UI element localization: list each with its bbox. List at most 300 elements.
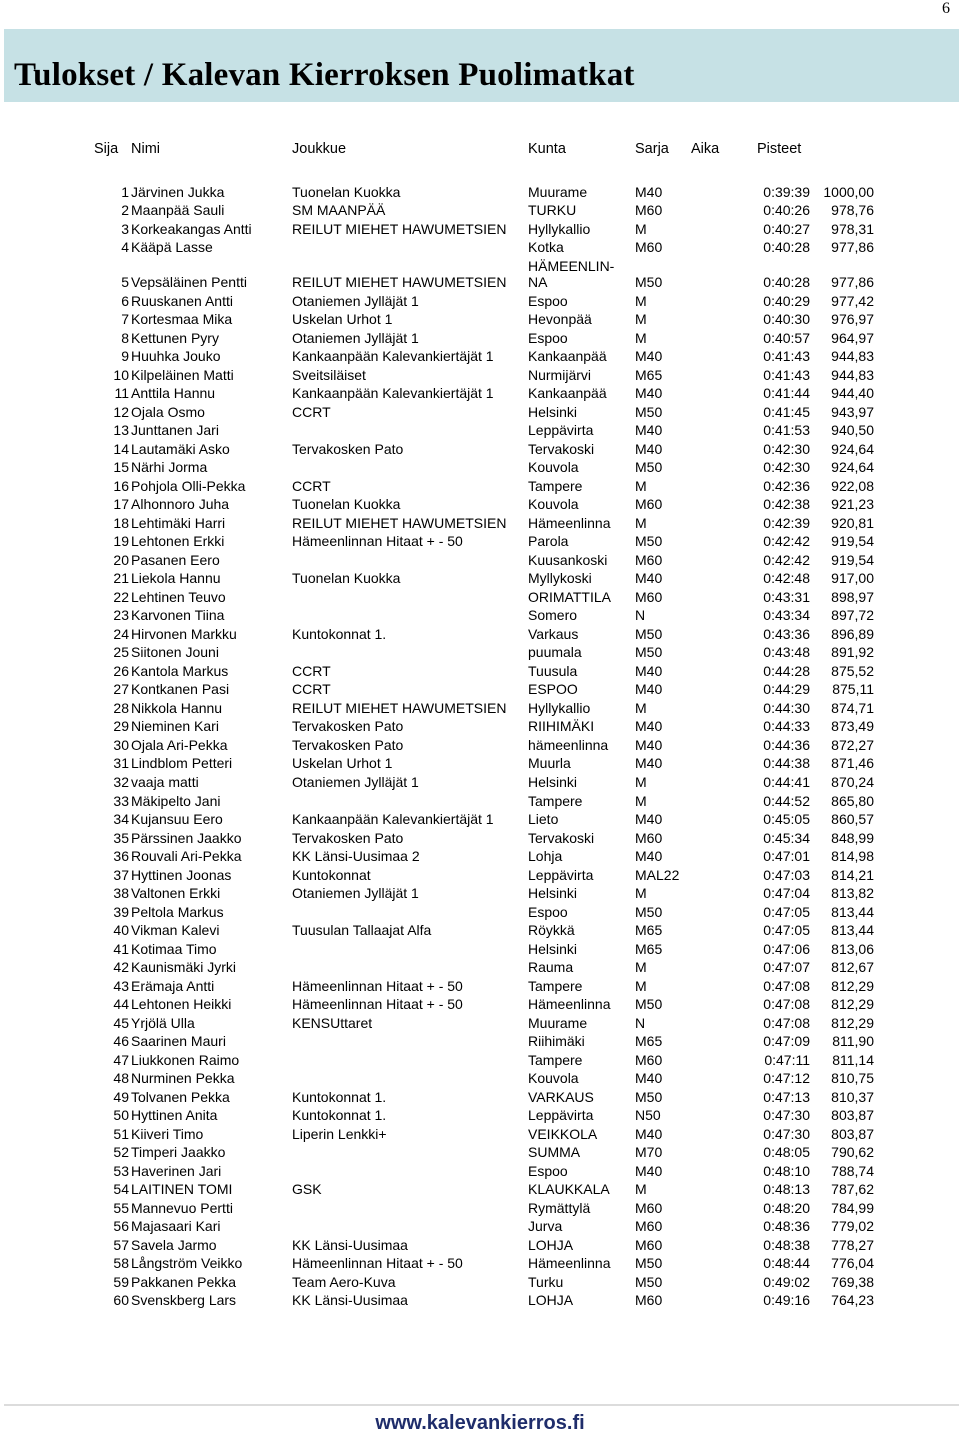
cell-points: 811,90 xyxy=(832,1033,874,1050)
table-row xyxy=(0,1234,960,1253)
table-row xyxy=(0,679,960,698)
cell-time: 0:45:34 xyxy=(763,829,810,846)
cell-points: 810,75 xyxy=(831,1070,874,1087)
cell-class: M40 xyxy=(635,348,663,365)
table-row xyxy=(0,531,960,550)
table-row xyxy=(0,1271,960,1290)
cell-time: 0:47:30 xyxy=(763,1107,810,1124)
cell-name: Liukkonen Raimo xyxy=(131,1051,240,1068)
table-row xyxy=(0,660,960,679)
cell-time: 0:41:43 xyxy=(763,366,810,383)
table-row xyxy=(0,1216,960,1235)
row-spacer xyxy=(874,290,960,309)
row-spacer xyxy=(874,697,960,716)
cell-name: Lehtimäki Harri xyxy=(131,514,226,531)
cell-points: 978,76 xyxy=(831,202,874,219)
cell-rank: 28 xyxy=(113,699,129,716)
cell-class: N xyxy=(635,607,646,624)
cell-rank: 32 xyxy=(113,773,129,790)
cell-city: LOHJA xyxy=(528,1292,574,1309)
cell-name: Kaunismäki Jyrki xyxy=(131,959,237,976)
cell-rank: 53 xyxy=(113,1162,129,1179)
cell-city: Varkaus xyxy=(528,625,579,642)
cell-class: M50 xyxy=(635,903,663,920)
table-row xyxy=(0,346,960,365)
cell-name: Maanpää Sauli xyxy=(131,202,225,219)
cell-name: Ojala Ari-Pekka xyxy=(131,736,228,753)
cell-class: M60 xyxy=(635,496,663,513)
cell-city: Kuusankoski xyxy=(528,551,608,568)
cell-time: 0:41:43 xyxy=(763,348,810,365)
cell-city xyxy=(528,255,635,290)
cell-team: KK Länsi-Uusimaa 2 xyxy=(292,848,420,865)
row-spacer xyxy=(874,1271,960,1290)
cell-points: 803,87 xyxy=(831,1125,874,1142)
cell-class: M60 xyxy=(635,1236,663,1253)
cell-rank: 3 xyxy=(121,220,129,237)
cell-city: Leppävirta xyxy=(528,422,594,439)
table-row xyxy=(0,846,960,865)
table-row xyxy=(0,364,960,383)
row-spacer xyxy=(874,920,960,939)
cell-class: M xyxy=(635,885,647,902)
cell-class: M50 xyxy=(635,459,663,476)
cell-points: 977,42 xyxy=(831,292,874,309)
row-spacer xyxy=(874,1160,960,1179)
cell-rank: 24 xyxy=(113,625,129,642)
cell-city: Tampere xyxy=(528,977,583,994)
cell-time: 0:49:02 xyxy=(763,1273,810,1290)
row-spacer xyxy=(874,586,960,605)
table-row xyxy=(0,475,960,494)
cell-points: 790,62 xyxy=(831,1144,874,1161)
header-team: Joukkue xyxy=(292,141,347,157)
cell-team: Tuonelan Kuokka xyxy=(292,570,401,587)
cell-city: TURKU xyxy=(528,202,577,219)
cell-name: Anttila Hannu xyxy=(131,385,216,402)
cell-time: 0:44:52 xyxy=(763,792,810,809)
table-row xyxy=(0,1123,960,1142)
cell-points: 814,98 xyxy=(831,848,874,865)
table-row xyxy=(0,1105,960,1124)
cell-city: Turku xyxy=(528,1273,564,1290)
row-spacer xyxy=(874,1179,960,1198)
cell-city: hämeenlinna xyxy=(528,736,609,753)
cell-points: 896,89 xyxy=(831,625,874,642)
row-spacer xyxy=(874,475,960,494)
cell-points: 897,72 xyxy=(831,607,874,624)
cell-team: CCRT xyxy=(292,681,331,698)
row-spacer xyxy=(874,642,960,661)
cell-points: 924,64 xyxy=(831,440,874,457)
cell-class: M xyxy=(635,1181,647,1198)
table-row xyxy=(0,771,960,790)
row-spacer xyxy=(874,938,960,957)
cell-name: Kettunen Pyry xyxy=(131,329,219,346)
cell-rank: 5 xyxy=(121,274,129,291)
table-row xyxy=(0,883,960,902)
row-spacer xyxy=(874,218,960,237)
cell-name: Mannevuo Pertti xyxy=(131,1199,233,1216)
cell-points: 813,44 xyxy=(831,903,874,920)
cell-name: Saarinen Mauri xyxy=(131,1033,226,1050)
row-spacer xyxy=(874,1234,960,1253)
cell-points: 865,80 xyxy=(831,792,874,809)
cell-city: Muurame xyxy=(528,1014,588,1031)
cell-city: VEIKKOLA xyxy=(528,1125,598,1142)
cell-rank: 8 xyxy=(121,329,129,346)
cell-name: Savela Jarmo xyxy=(131,1236,217,1253)
cell-class: M xyxy=(635,329,647,346)
cell-name: Huuhka Jouko xyxy=(131,348,221,365)
table-row xyxy=(0,809,960,828)
cell-rank: 39 xyxy=(113,903,129,920)
cell-name: Järvinen Jukka xyxy=(131,183,225,200)
cell-class: M40 xyxy=(635,385,663,402)
cell-points: 976,97 xyxy=(831,311,874,328)
table-row xyxy=(0,420,960,439)
cell-time: 0:43:34 xyxy=(763,607,810,624)
table-row xyxy=(0,790,960,809)
cell-city: Muurla xyxy=(528,755,571,772)
cell-time: 0:47:13 xyxy=(763,1088,810,1105)
cell-team xyxy=(292,420,528,439)
cell-name: Kääpä Lasse xyxy=(131,239,213,256)
cell-name: Korkeakangas Antti xyxy=(131,220,252,237)
cell-team: Tuusulan Tallaajat Alfa xyxy=(292,922,432,939)
cell-team xyxy=(292,938,528,957)
cell-city: Espoo xyxy=(528,903,568,920)
table-row xyxy=(0,734,960,753)
cell-rank: 27 xyxy=(113,681,129,698)
row-spacer xyxy=(874,975,960,994)
cell-team: Hämeenlinnan Hitaat + - 50 xyxy=(292,996,463,1013)
cell-points: 1000,00 xyxy=(823,183,874,200)
cell-rank: 54 xyxy=(113,1181,129,1198)
cell-class: M60 xyxy=(635,1218,663,1235)
cell-name: Kantola Markus xyxy=(131,662,229,679)
cell-city: VARKAUS xyxy=(528,1088,594,1105)
cell-team xyxy=(292,790,528,809)
cell-rank: 40 xyxy=(113,922,129,939)
cell-team: Kankaanpään Kalevankiertäjät 1 xyxy=(292,348,494,365)
cell-city: Tuusula xyxy=(528,662,578,679)
cell-points: 784,99 xyxy=(831,1199,874,1216)
cell-city: Kouvola xyxy=(528,496,579,513)
cell-name: Timperi Jaakko xyxy=(131,1144,226,1161)
table-row xyxy=(0,697,960,716)
cell-points: 776,04 xyxy=(831,1255,874,1272)
row-spacer xyxy=(874,1086,960,1105)
cell-team: SM MAANPÄÄ xyxy=(292,202,386,219)
cell-city: Helsinki xyxy=(528,773,578,790)
row-spacer xyxy=(874,568,960,587)
cell-team: Kuntokonnat 1. xyxy=(292,1107,387,1124)
cell-team xyxy=(292,1068,528,1087)
cell-time: 0:48:10 xyxy=(763,1162,810,1179)
table-row xyxy=(0,605,960,624)
cell-name: Karvonen Tiina xyxy=(131,607,225,624)
table-row xyxy=(0,586,960,605)
cell-name: Valtonen Erkki xyxy=(131,885,221,902)
cell-class: M60 xyxy=(635,829,663,846)
cell-points: 977,86 xyxy=(831,274,874,291)
table-row xyxy=(0,290,960,309)
cell-name: Nurminen Pekka xyxy=(131,1070,235,1087)
cell-name: Lehtinen Teuvo xyxy=(131,588,226,605)
cell-city: Riihimäki xyxy=(528,1033,585,1050)
header-class: Sarja xyxy=(635,141,669,157)
cell-city: ESPOO xyxy=(528,681,578,698)
row-spacer xyxy=(874,1216,960,1235)
cell-class: M60 xyxy=(635,551,663,568)
cell-team: REILUT MIEHET HAWUMETSIEN xyxy=(292,514,507,531)
cell-class: M60 xyxy=(635,202,663,219)
row-spacer xyxy=(874,827,960,846)
cell-time: 0:42:42 xyxy=(763,551,810,568)
cell-class: M50 xyxy=(635,1088,663,1105)
cell-name: Alhonnoro Juha xyxy=(131,496,230,513)
cell-class: M40 xyxy=(635,662,663,679)
cell-class: M60 xyxy=(635,1199,663,1216)
cell-name: Ruuskanen Antti xyxy=(131,292,233,309)
cell-team: Otaniemen Jylläjät 1 xyxy=(292,329,419,346)
row-spacer xyxy=(874,901,960,920)
row-spacer xyxy=(874,457,960,476)
cell-name: Yrjölä Ulla xyxy=(131,1014,195,1031)
row-spacer xyxy=(874,549,960,568)
table-row xyxy=(0,549,960,568)
cell-rank: 22 xyxy=(113,588,129,605)
cell-time: 0:47:05 xyxy=(763,903,810,920)
cell-points: 977,86 xyxy=(831,239,874,256)
table-row xyxy=(0,1031,960,1050)
cell-city: Helsinki xyxy=(528,403,578,420)
cell-points: 919,54 xyxy=(831,533,874,550)
row-spacer xyxy=(874,1290,960,1309)
cell-time: 0:45:05 xyxy=(763,811,810,828)
cell-class: M50 xyxy=(635,403,663,420)
cell-time: 0:48:36 xyxy=(763,1218,810,1235)
cell-city: Espoo xyxy=(528,1162,568,1179)
cell-team: Sveitsiläiset xyxy=(292,366,366,383)
cell-name: Lautamäki Asko xyxy=(131,440,230,457)
row-spacer xyxy=(874,716,960,735)
cell-time: 0:42:36 xyxy=(763,477,810,494)
cell-team: Kankaanpään Kalevankiertäjät 1 xyxy=(292,385,494,402)
cell-time: 0:48:38 xyxy=(763,1236,810,1253)
cell-rank: 9 xyxy=(121,348,129,365)
cell-rank: 25 xyxy=(113,644,129,661)
cell-city: puumala xyxy=(528,644,582,661)
cell-time: 0:48:13 xyxy=(763,1181,810,1198)
row-spacer xyxy=(874,1031,960,1050)
cell-team: KENSUttaret xyxy=(292,1014,373,1031)
cell-city: Espoo xyxy=(528,329,568,346)
cell-rank: 4 xyxy=(121,239,129,256)
row-spacer xyxy=(874,809,960,828)
table-row xyxy=(0,975,960,994)
table-row xyxy=(0,864,960,883)
cell-team xyxy=(292,237,528,256)
cell-name: Kotimaa Timo xyxy=(131,940,217,957)
cell-class: M xyxy=(635,292,647,309)
cell-team: Tervakosken Pato xyxy=(292,440,404,457)
cell-points: 924,64 xyxy=(831,459,874,476)
cell-city: Tervakoski xyxy=(528,440,595,457)
cell-team xyxy=(292,957,528,976)
cell-rank: 37 xyxy=(113,866,129,883)
cell-team xyxy=(292,586,528,605)
row-spacer xyxy=(874,790,960,809)
table-row xyxy=(0,938,960,957)
cell-points: 813,44 xyxy=(831,922,874,939)
row-spacer xyxy=(874,364,960,383)
table-header xyxy=(0,141,960,161)
table-row xyxy=(0,753,960,772)
cell-city: Tampere xyxy=(528,792,583,809)
cell-city: Hämeenlinna xyxy=(528,1255,611,1272)
cell-rank: 41 xyxy=(113,940,129,957)
cell-team: Kuntokonnat 1. xyxy=(292,625,387,642)
table-row xyxy=(0,1012,960,1031)
cell-team xyxy=(292,1142,528,1161)
cell-points: 917,00 xyxy=(831,570,874,587)
cell-class: M40 xyxy=(635,811,663,828)
cell-time: 0:47:09 xyxy=(763,1033,810,1050)
cell-rank: 12 xyxy=(113,403,129,420)
cell-name: Kilpeläinen Matti xyxy=(131,366,234,383)
cell-class: M40 xyxy=(635,718,663,735)
cell-time: 0:44:33 xyxy=(763,718,810,735)
cell-name: Mäkipelto Jani xyxy=(131,792,221,809)
footer-url: www.kalevankierros.fi xyxy=(375,1412,585,1434)
cell-team: Kuntokonnat 1. xyxy=(292,1088,387,1105)
cell-name: Pärssinen Jaakko xyxy=(131,829,242,846)
table-row xyxy=(0,1253,960,1272)
cell-rank: 20 xyxy=(113,551,129,568)
cell-rank: 11 xyxy=(114,385,129,402)
cell-time: 0:47:08 xyxy=(763,1014,810,1031)
cell-team: REILUT MIEHET HAWUMETSIEN xyxy=(292,274,507,291)
table-row xyxy=(0,438,960,457)
row-spacer xyxy=(874,1123,960,1142)
cell-rank: 43 xyxy=(113,977,129,994)
cell-class: M60 xyxy=(635,1292,663,1309)
cell-city: Parola xyxy=(528,533,569,550)
cell-class: M60 xyxy=(635,1051,663,1068)
cell-class: M65 xyxy=(635,922,663,939)
table-row xyxy=(0,401,960,420)
cell-time: 0:40:28 xyxy=(763,239,810,256)
cell-rank: 19 xyxy=(113,533,129,550)
cell-points: 812,29 xyxy=(831,996,874,1013)
cell-points: 779,02 xyxy=(831,1218,874,1235)
cell-name: Vepsäläinen Pentti xyxy=(131,274,247,291)
header-city: Kunta xyxy=(528,141,566,157)
row-spacer xyxy=(874,957,960,976)
row-spacer xyxy=(874,309,960,328)
cell-points: 922,08 xyxy=(831,477,874,494)
row-spacer xyxy=(874,1197,960,1216)
cell-points: 964,97 xyxy=(831,329,874,346)
cell-class: M40 xyxy=(635,1125,663,1142)
cell-points: 811,14 xyxy=(832,1051,874,1068)
cell-time: 0:44:29 xyxy=(763,681,810,698)
cell-points: 944,83 xyxy=(831,366,874,383)
cell-rank: 48 xyxy=(113,1070,129,1087)
cell-rank: 1 xyxy=(121,183,129,200)
table-row xyxy=(0,181,960,200)
cell-rank: 50 xyxy=(113,1107,129,1124)
cell-name: Närhi Jorma xyxy=(131,459,208,476)
cell-name: Lehtonen Erkki xyxy=(131,533,225,550)
table-row xyxy=(0,327,960,346)
cell-city: Tampere xyxy=(528,477,583,494)
cell-city: Hyllykallio xyxy=(528,699,591,716)
row-spacer xyxy=(874,181,960,200)
cell-class: M65 xyxy=(635,940,663,957)
cell-rank: 7 xyxy=(121,311,129,328)
cell-team: REILUT MIEHET HAWUMETSIEN xyxy=(292,220,507,237)
cell-team: Otaniemen Jylläjät 1 xyxy=(292,885,419,902)
cell-city: ORIMATTILA xyxy=(528,588,611,605)
cell-points: 810,37 xyxy=(831,1088,874,1105)
row-spacer xyxy=(874,1253,960,1272)
cell-city: Kankaanpää xyxy=(528,348,607,365)
row-spacer xyxy=(874,605,960,624)
cell-class: M60 xyxy=(635,588,663,605)
cell-time: 0:42:30 xyxy=(763,459,810,476)
table-row xyxy=(0,218,960,237)
row-spacer xyxy=(874,883,960,902)
cell-time: 0:47:30 xyxy=(763,1125,810,1142)
cell-time: 0:47:04 xyxy=(763,885,810,902)
cell-class: M70 xyxy=(635,1144,663,1161)
cell-name: Nikkola Hannu xyxy=(131,699,223,716)
cell-team: Hämeenlinnan Hitaat + - 50 xyxy=(292,1255,463,1272)
cell-city: Hyllykallio xyxy=(528,220,591,237)
cell-time: 0:47:08 xyxy=(763,996,810,1013)
cell-rank: 45 xyxy=(113,1014,129,1031)
row-spacer xyxy=(874,679,960,698)
cell-city: Leppävirta xyxy=(528,866,594,883)
table-row xyxy=(0,920,960,939)
cell-name: Kontkanen Pasi xyxy=(131,681,230,698)
table-row xyxy=(0,957,960,976)
cell-class: M xyxy=(635,792,647,809)
cell-time: 0:44:28 xyxy=(763,662,810,679)
cell-team: CCRT xyxy=(292,403,331,420)
cell-time: 0:42:42 xyxy=(763,533,810,550)
table-row xyxy=(0,494,960,513)
cell-points: 812,29 xyxy=(831,977,874,994)
cell-name: Hirvonen Markku xyxy=(131,625,237,642)
cell-time: 0:42:30 xyxy=(763,440,810,457)
row-spacer xyxy=(874,846,960,865)
cell-time: 0:47:08 xyxy=(763,977,810,994)
cell-class: M50 xyxy=(635,274,663,291)
cell-name: Majasaari Kari xyxy=(131,1218,221,1235)
cell-class: M40 xyxy=(635,570,663,587)
cell-points: 891,92 xyxy=(831,644,874,661)
row-spacer xyxy=(874,1049,960,1068)
cell-city: Muurame xyxy=(528,183,588,200)
cell-time: 0:44:38 xyxy=(763,755,810,772)
cell-team: Hämeenlinnan Hitaat + - 50 xyxy=(292,977,463,994)
cell-city: KLAUKKALA xyxy=(528,1181,610,1198)
cell-class: M65 xyxy=(635,366,663,383)
